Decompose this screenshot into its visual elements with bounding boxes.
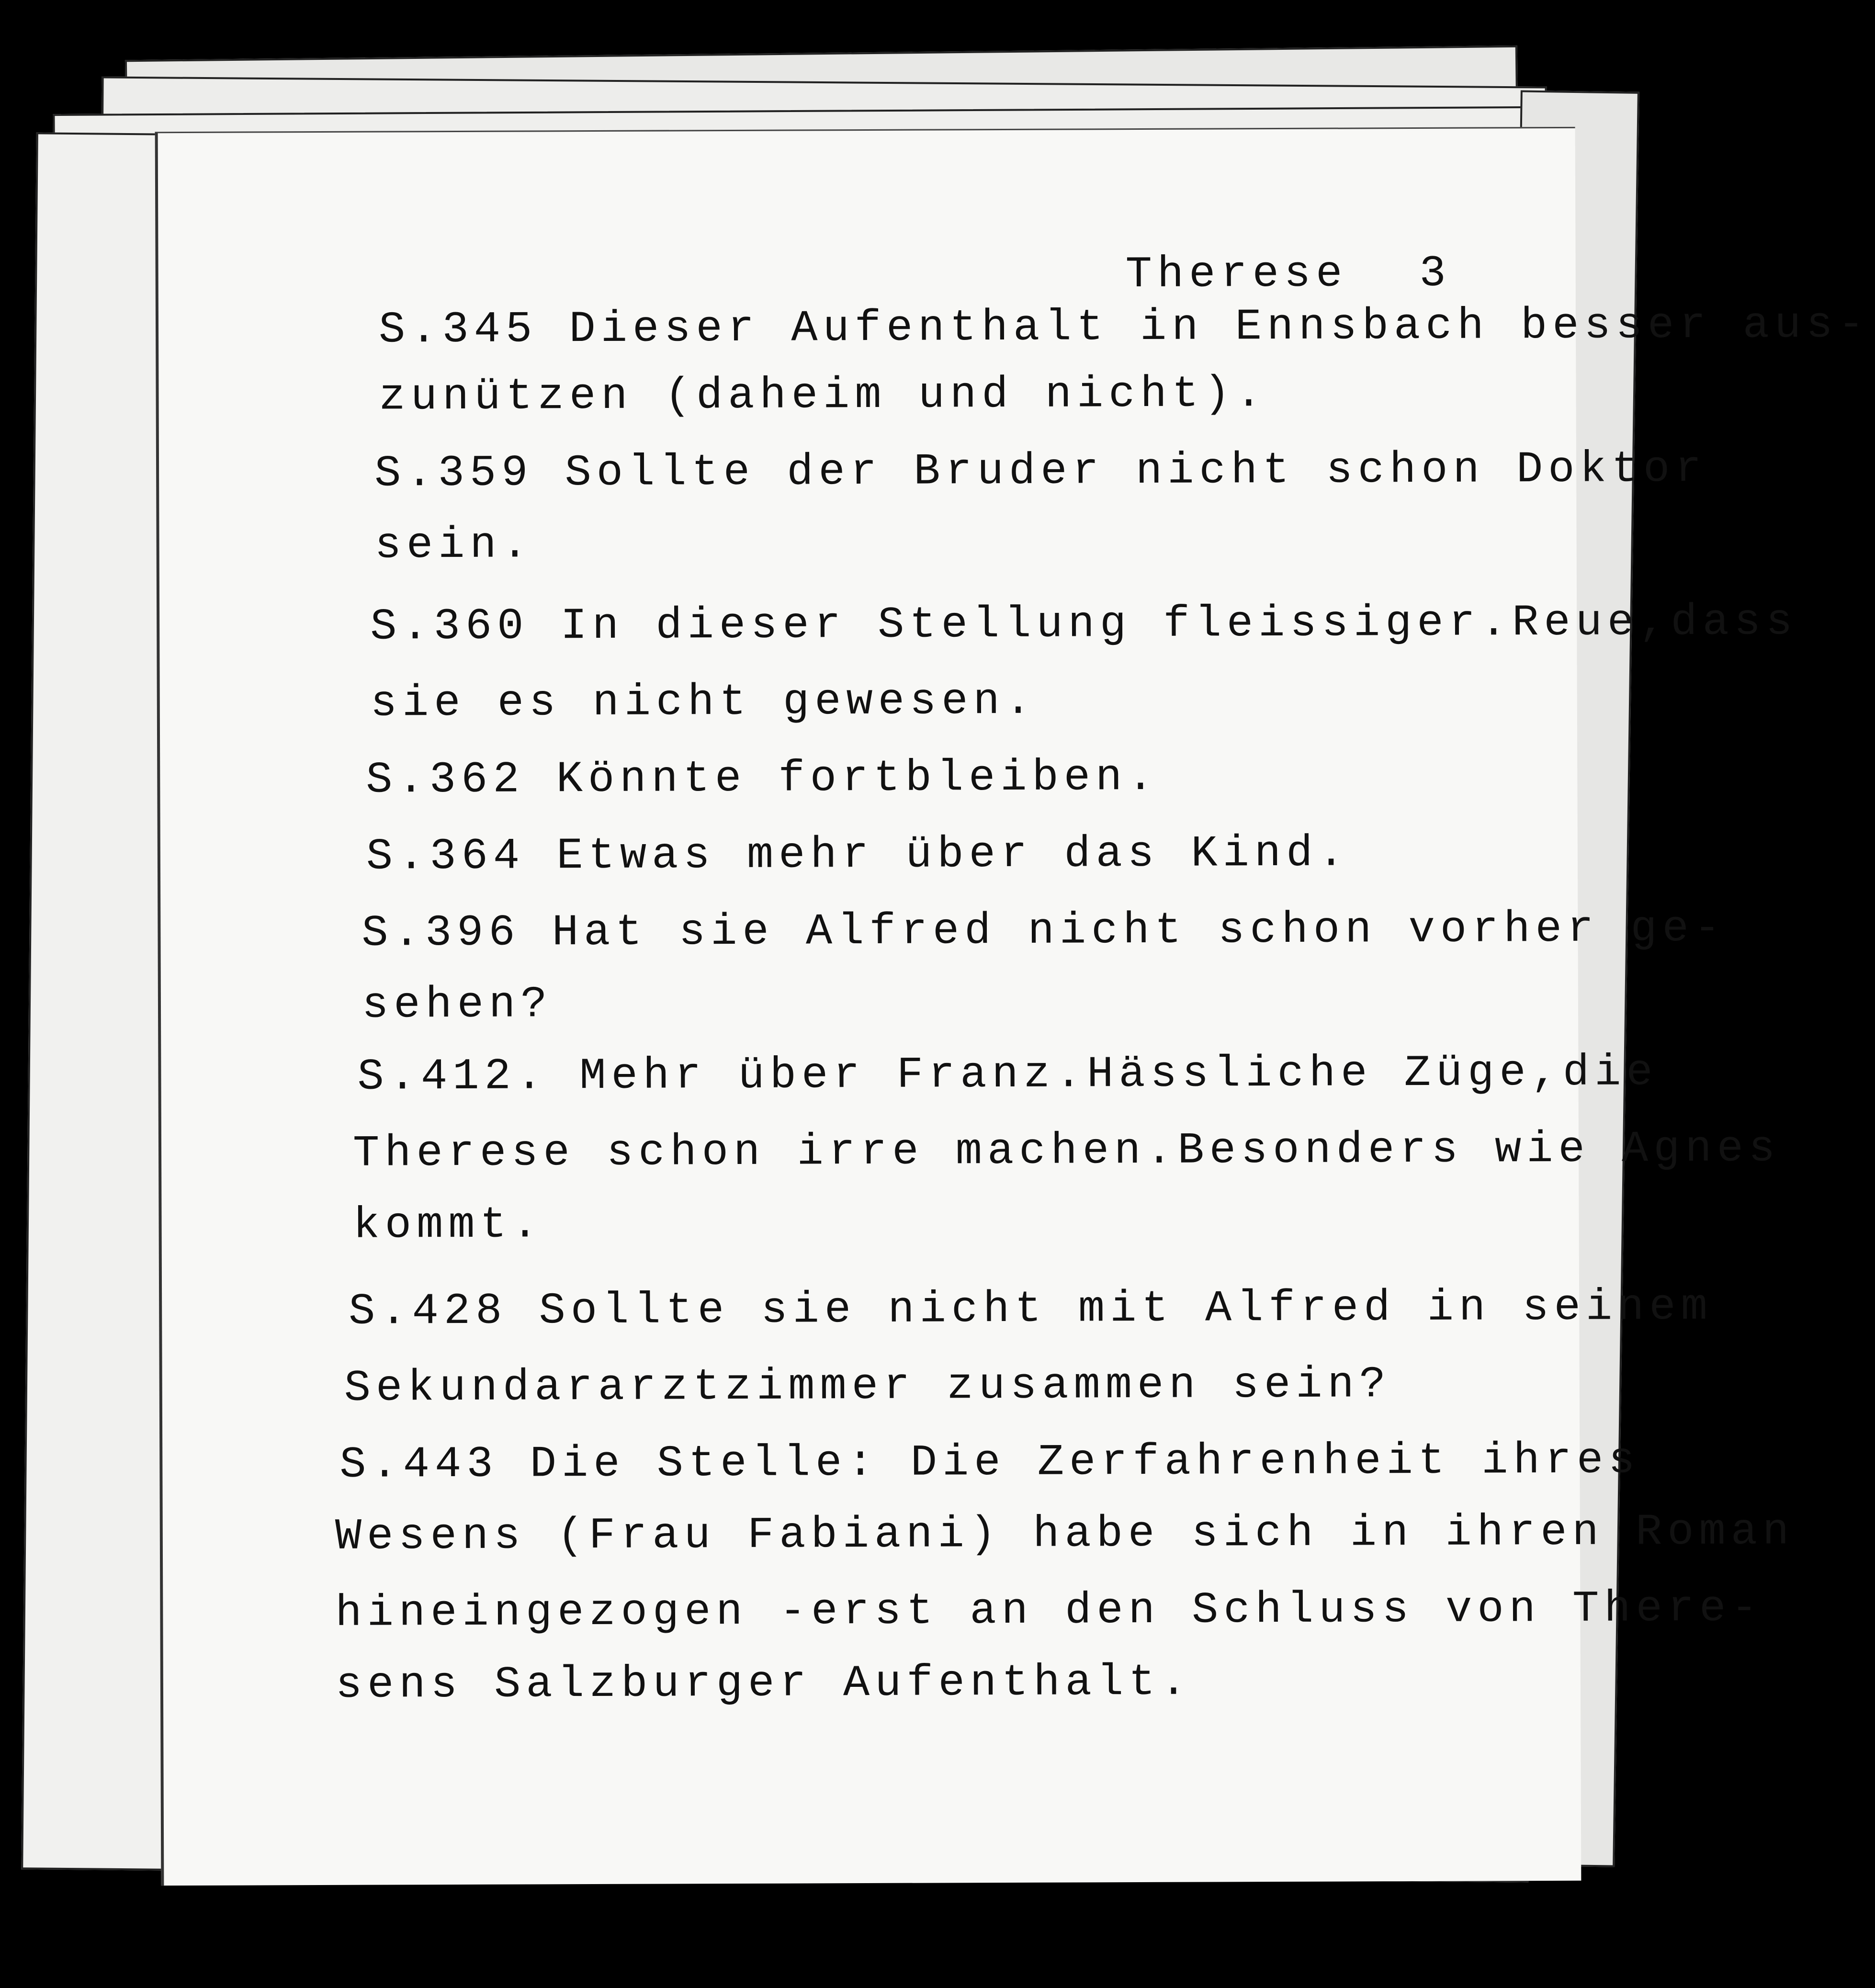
page-header: [1125, 248, 1451, 300]
note-line: sein.: [374, 520, 534, 571]
note-line: S.345 Dieser Aufenthalt in Ennsbach besser aus-: [378, 299, 1870, 355]
note-line: Wesens (Frau Fabiani) habe sich in ihren Roman: [335, 1506, 1795, 1562]
note-line: sehen?: [361, 979, 553, 1030]
note-line: kommt.: [353, 1199, 544, 1251]
note-line: Therese schon irre machen.Besonders wie Agnes: [352, 1123, 1781, 1179]
note-line: S.364 Etwas mehr über das Kind.: [366, 828, 1350, 882]
note-line: zunützen (daheim und nicht).: [379, 369, 1267, 422]
note-line: sens Salzburger Aufenthalt.: [335, 1657, 1192, 1710]
note-line: hineingezogen -erst an den Schluss von There-: [335, 1583, 1763, 1638]
note-line: Sekundararztzimmer zusammen sein?: [344, 1359, 1391, 1413]
note-line: S.412. Mehr über Franz.Hässliche Züge,die: [357, 1047, 1658, 1102]
typewritten-page: [155, 127, 1870, 1886]
note-line: S.396 Hat sie Alfred nicht schon vorher ge-: [361, 903, 1726, 959]
note-line: S.443 Die Stelle: Die Zerfahrenheit ihres: [339, 1435, 1640, 1490]
note-line: S.428 Sollte sie nicht mit Alfred in seinem: [349, 1281, 1713, 1337]
note-line: sie es nicht gewesen.: [370, 676, 1037, 729]
page-number: 3: [1419, 248, 1451, 299]
note-line: S.362 Könnte fortbleiben.: [366, 752, 1159, 805]
note-line: S.360 In dieser Stellung fleissiger.Reue,dass: [370, 597, 1798, 652]
note-line: S.359 Sollte der Bruder nicht schon Doktor: [374, 443, 1707, 499]
page-title: Therese: [1125, 248, 1348, 300]
